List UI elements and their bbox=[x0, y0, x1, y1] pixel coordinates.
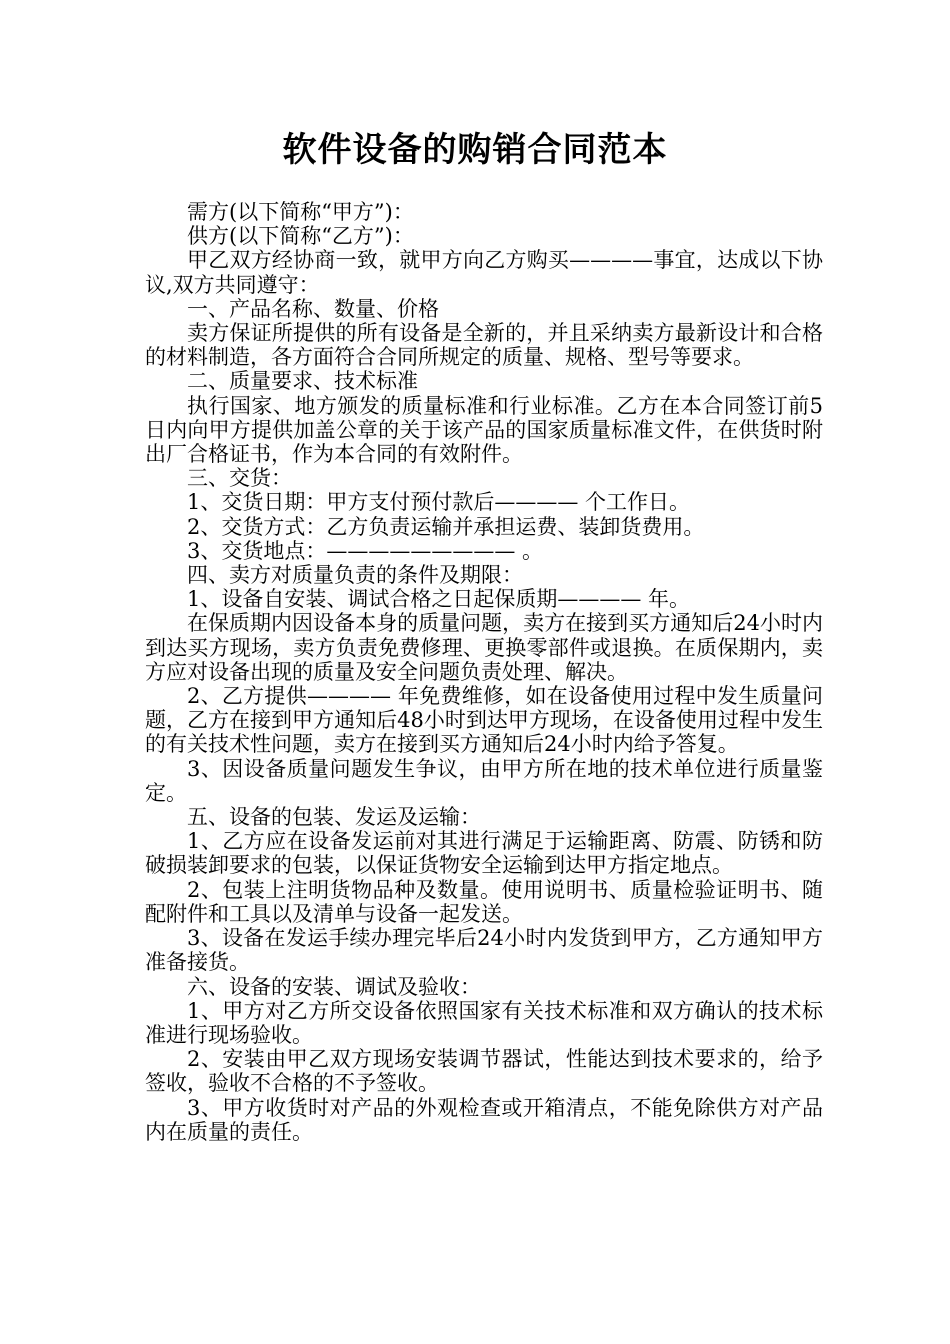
paragraph: 1、甲方对乙方所交设备依照国家有关技术标准和双方确认的技术标准进行现场验收。 bbox=[145, 998, 823, 1047]
section-heading: 六、设备的安装、调试及验收： bbox=[187, 974, 481, 999]
section-heading: 五、设备的包装、发运及运输： bbox=[187, 805, 481, 830]
paragraph: 2、交货方式：乙方负责运输并承担运费、装卸货费用。 bbox=[187, 514, 705, 539]
section-heading: 二、质量要求、技术标准 bbox=[187, 369, 418, 394]
paragraph: 执行国家、地方颁发的质量标准和行业标准。乙方在本合同签订前5日内向甲方提供加盖公章的关于该产品的国家质量标准文件，在供货时附出厂合格证书，作为本合同的有效附件。 bbox=[145, 393, 823, 467]
paragraph: 3、交货地点：————————— 。 bbox=[187, 538, 544, 563]
paragraph: 供方(以下简称“乙方”)： bbox=[187, 224, 414, 249]
paragraph: 在保质期内因设备本身的质量问题，卖方在接到买方通知后24小时内到达买方现场，卖方负责免费修理、更换零部件或退换。在质保期内，卖方应对设备出现的质量及安全问题负责处理、解决。 bbox=[145, 611, 823, 684]
section-heading: 一、产品名称、数量、价格 bbox=[187, 296, 439, 321]
paragraph: 3、设备在发运手续办理完毕后24小时内发货到甲方，乙方通知甲方准备接货。 bbox=[145, 926, 823, 975]
paragraph: 2、乙方提供———— 年免费维修，如在设备使用过程中发生质量问题，乙方在接到甲方通知后48小时到达甲方现场，在设备使用过程中发生的有关技术性问题，卖方在接到买方通知后24小时内给予答复。 bbox=[145, 684, 823, 757]
paragraph: 甲乙双方经协商一致，就甲方向乙方购买————事宜，达成以下协议,双方共同遵守： bbox=[145, 248, 823, 297]
paragraph: 3、甲方收货时对产品的外观检查或开箱清点，不能免除供方对产品内在质量的责任。 bbox=[145, 1095, 823, 1144]
paragraph: 卖方保证所提供的所有设备是全新的，并且采纳卖方最新设计和合格的材料制造，各方面符合合同所规定的质量、规格、型号等要求。 bbox=[145, 321, 823, 370]
document-body bbox=[145, 200, 823, 1144]
document-title: 软件设备的购销合同范本 bbox=[282, 130, 668, 170]
section-heading: 三、交货： bbox=[187, 466, 292, 491]
paragraph: 2、安装由甲乙双方现场安装调节器试，性能达到技术要求的，给予签收，验收不合格的不予签收。 bbox=[145, 1047, 823, 1096]
section-heading: 四、卖方对质量负责的条件及期限： bbox=[187, 563, 523, 588]
paragraph: 1、乙方应在设备发运前对其进行满足于运输距离、防震、防锈和防破损装卸要求的包装，以保证货物安全运输到达甲方指定地点。 bbox=[145, 829, 823, 878]
paragraph: 1、交货日期：甲方支付预付款后———— 个工作日。 bbox=[187, 490, 691, 515]
paragraph: 1、设备自安装、调试合格之日起保质期———— 年。 bbox=[187, 587, 691, 612]
paragraph: 2、包装上注明货物品种及数量。使用说明书、质量检验证明书、随配附件和工具以及清单与设备一起发送。 bbox=[145, 877, 823, 926]
paragraph: 需方(以下简称“甲方”)： bbox=[187, 200, 414, 224]
paragraph: 3、因设备质量问题发生争议，由甲方所在地的技术单位进行质量鉴定。 bbox=[145, 756, 823, 805]
